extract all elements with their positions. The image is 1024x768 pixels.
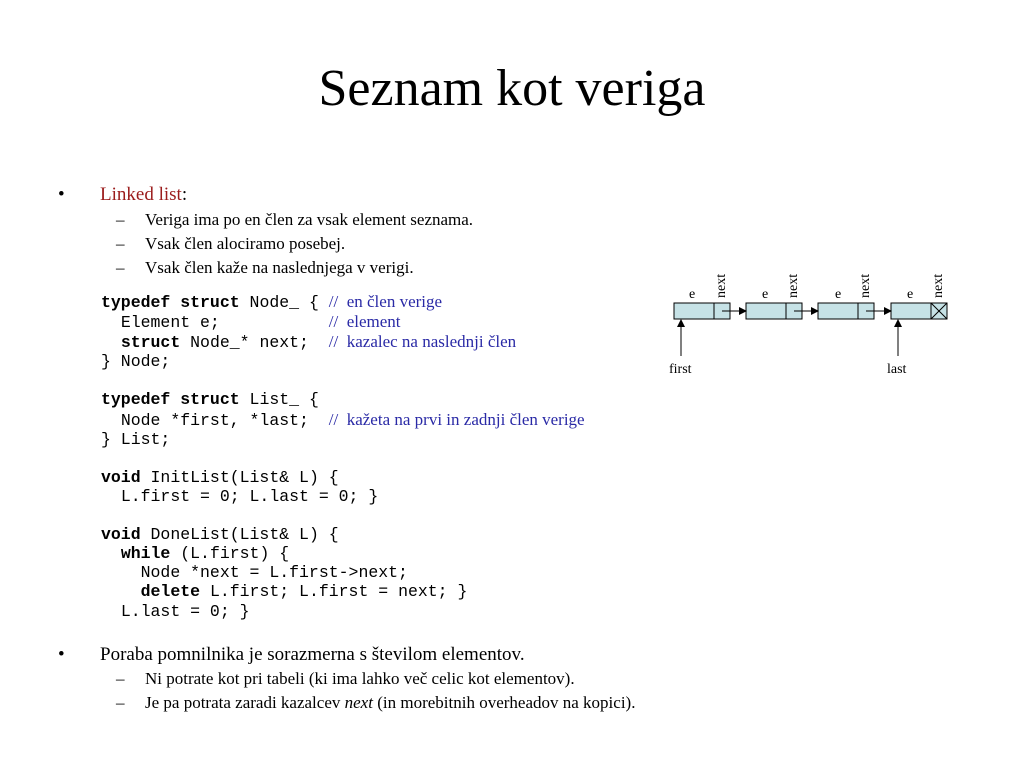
dash-marker: – [116,258,125,277]
last-label: last [887,362,907,377]
list-node [891,274,947,319]
code-keyword: struct [120,333,181,353]
code-keyword: delete [140,582,201,602]
list-node [746,274,802,319]
code-text: Node_* next; [190,333,309,353]
list-node [674,274,730,319]
code-text: InitList(List& L) { [150,467,339,487]
code-text: Node *next = L.first->next; [140,563,408,583]
code-text: L.first = 0; L.last = 0; } [120,486,379,506]
list-node [818,274,874,319]
code-text: List_ { [249,390,319,410]
dash-marker: – [116,693,125,712]
element-label: e [689,287,696,302]
element-label: e [835,287,842,302]
code-text: L.last = 0; } [120,601,250,621]
slide-title: Seznam kot veriga [318,60,706,117]
code-comment: // kažeta na prvi in zadnji člen verige [328,409,585,429]
dash-marker: – [116,234,125,253]
code-keyword: struct [180,390,240,410]
bullet-marker: • [58,644,65,665]
next-term: next [344,693,373,712]
code-keyword: void [101,467,141,487]
code-keyword: typedef [101,390,171,410]
node-element-cell [818,303,858,319]
code-text: DoneList(List& L) { [150,525,339,545]
sub-item: Veriga ima po en člen za vsak element seznama. [145,210,474,229]
code-keyword: typedef [101,293,171,312]
next-label: next [858,273,873,298]
dash-marker: – [116,210,125,229]
dash-marker: – [116,669,125,688]
node-element-cell [746,303,786,319]
linked-list-diagram [660,262,960,382]
element-label: e [907,287,914,302]
linked-list-term: Linked list [100,184,182,205]
colon: : [181,184,188,205]
code-text: Node *first, *last; [120,410,309,430]
sub-item: Je pa potrata zaradi kazalcev next (in morebitnih overheadov na kopici). [145,693,636,712]
next-label: next [786,273,801,298]
sub-item: Ni potrate kot pri tabeli (ki ima lahko več celic kot elementov). [145,669,575,688]
code-comment: // kazalec na naslednji člen [328,332,517,352]
code-keyword: struct [180,293,240,312]
code-keyword: while [120,544,171,564]
bullet-memory: Poraba pomnilnika je sorazmerna s številom elementov. [100,644,525,665]
code-text: Element e; [120,313,220,333]
code-text: } Node; [101,352,171,372]
sub-item: Vsak člen kaže na naslednjega v verigi. [145,258,414,277]
bullet-marker: • [58,184,65,205]
element-label: e [762,287,769,302]
next-label: next [931,273,946,298]
node-element-cell [674,303,714,319]
code-text: (L.first) { [180,544,290,564]
next-label: next [714,273,729,298]
node-element-cell [891,303,931,319]
code-text: } List; [101,429,171,449]
bullet-linked-list [100,184,187,206]
sub-item: Vsak člen alociramo posebej. [145,234,346,253]
code-comment: // en člen verige [328,292,443,311]
code-keyword: void [101,525,141,545]
first-label: first [669,362,692,377]
code-text: Node_ { [249,293,319,312]
code-block [101,292,585,621]
code-text: L.first; L.first = next; } [209,582,468,602]
code-comment: // element [328,312,401,332]
